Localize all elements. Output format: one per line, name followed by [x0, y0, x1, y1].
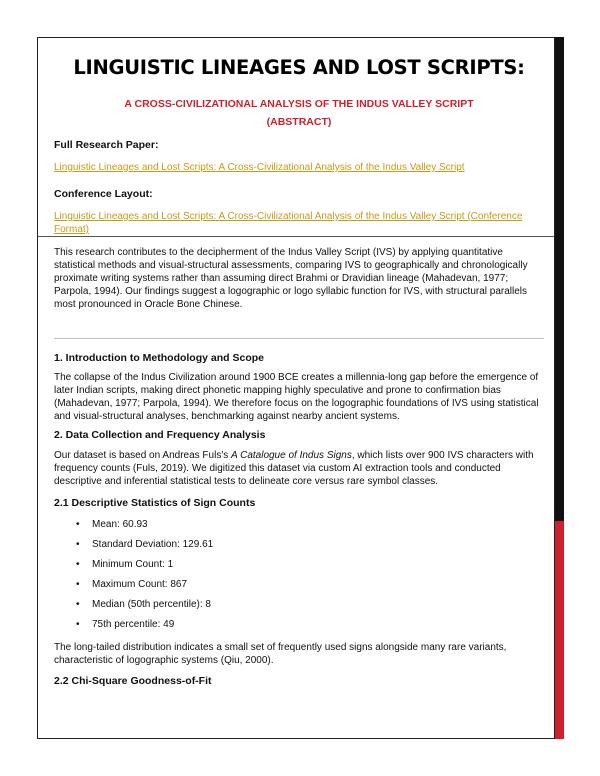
section-2-1-heading: 2.1 Descriptive Statistics of Sign Counts	[54, 497, 256, 509]
subtitle-line-1: A CROSS-CIVILIZATIONAL ANALYSIS OF THE INDUS VALLEY SCRIPT	[124, 98, 474, 110]
conference-layout-link[interactable]: Linguistic Lineages and Lost Scripts: A Cross-Civilizational Analysis of the Indus Valley Script (Conference Format)	[54, 211, 523, 235]
section-1-heading: 1. Introduction to Methodology and Scope	[54, 352, 264, 364]
section-1-body: The collapse of the Indus Civilization around 1900 BCE creates a millennia-long gap before the emergence of later Indian scripts, making direct phonetic mapping highly speculative and prone to confirmation bias (Mahadevan, 1977; Parpola, 1994). We therefore focus on the logographic foundations of IVS using statistical and visual-structural analyses, benchmarking against nearby ancient systems.	[54, 372, 539, 422]
stat-mean: • Mean: 60.93	[54, 515, 544, 535]
abstract-block	[54, 246, 544, 311]
full-paper-label: Full Research Paper:	[54, 139, 159, 151]
section-2-heading: 2. Data Collection and Frequency Analysis	[54, 429, 266, 441]
divider-abstract	[54, 338, 544, 339]
catalogue-title: A Catalogue of Indus Signs	[231, 450, 352, 461]
stat-min: • Minimum Count: 1	[54, 555, 544, 575]
paper-subtitle	[54, 95, 544, 131]
full-paper-link[interactable]: Linguistic Lineages and Lost Scripts: A Cross-Civilizational Analysis of the Indus Valley Script	[54, 162, 465, 173]
paper-title: LINGUISTIC LINEAGES AND LOST SCRIPTS:	[73, 56, 525, 79]
divider-top	[38, 236, 554, 237]
stat-max: • Maximum Count: 867	[54, 575, 544, 595]
section-2-body-pre: Our dataset is based on Andreas Fuls's	[54, 450, 232, 461]
subtitle-line-2: (ABSTRACT)	[266, 116, 332, 128]
section-2-body-post: , which lists over 900 IVS characters with frequency counts (Fuls, 2019). We digitized this dataset via custom AI extraction tools and conducted descriptive and inferential statistical tests to delineate core versus rare symbol classes.	[54, 450, 534, 487]
document-page	[37, 37, 555, 739]
body-content	[54, 352, 544, 687]
stat-75th: • 75th percentile: 49	[54, 615, 544, 635]
stat-std-dev: • Standard Deviation: 129.61	[54, 535, 544, 555]
section-2-body	[54, 449, 544, 488]
section-2-1-body: The long-tailed distribution indicates a small set of frequently used signs alongside many rare variants, characteristic of logographic systems (Qiu, 2000).	[54, 642, 507, 666]
conference-layout-label: Conference Layout:	[54, 188, 153, 200]
stat-median: • Median (50th percentile): 8	[54, 595, 544, 615]
side-accent-bar-black	[555, 37, 564, 521]
document-content	[54, 38, 544, 236]
abstract-text: This research contributes to the decipherment of the Indus Valley Script (IVS) by applying quantitative statistical methods and visual-structural assessments, comparing IVS to geographically and chronologically proximate writing systems rather than assuming direct Brahmi or Dravidian lineage (Mahadevan, 1977; Parpola, 1994). Our findings suggest a logographic or logo syllabic function for IVS, with structural parallels most pronounced in Oracle Bone Chinese.	[54, 247, 528, 310]
side-accent-bar-red	[555, 521, 564, 739]
section-2-2-heading: 2.2 Chi-Square Goodness-of-Fit	[54, 675, 212, 687]
stats-list	[54, 515, 544, 635]
